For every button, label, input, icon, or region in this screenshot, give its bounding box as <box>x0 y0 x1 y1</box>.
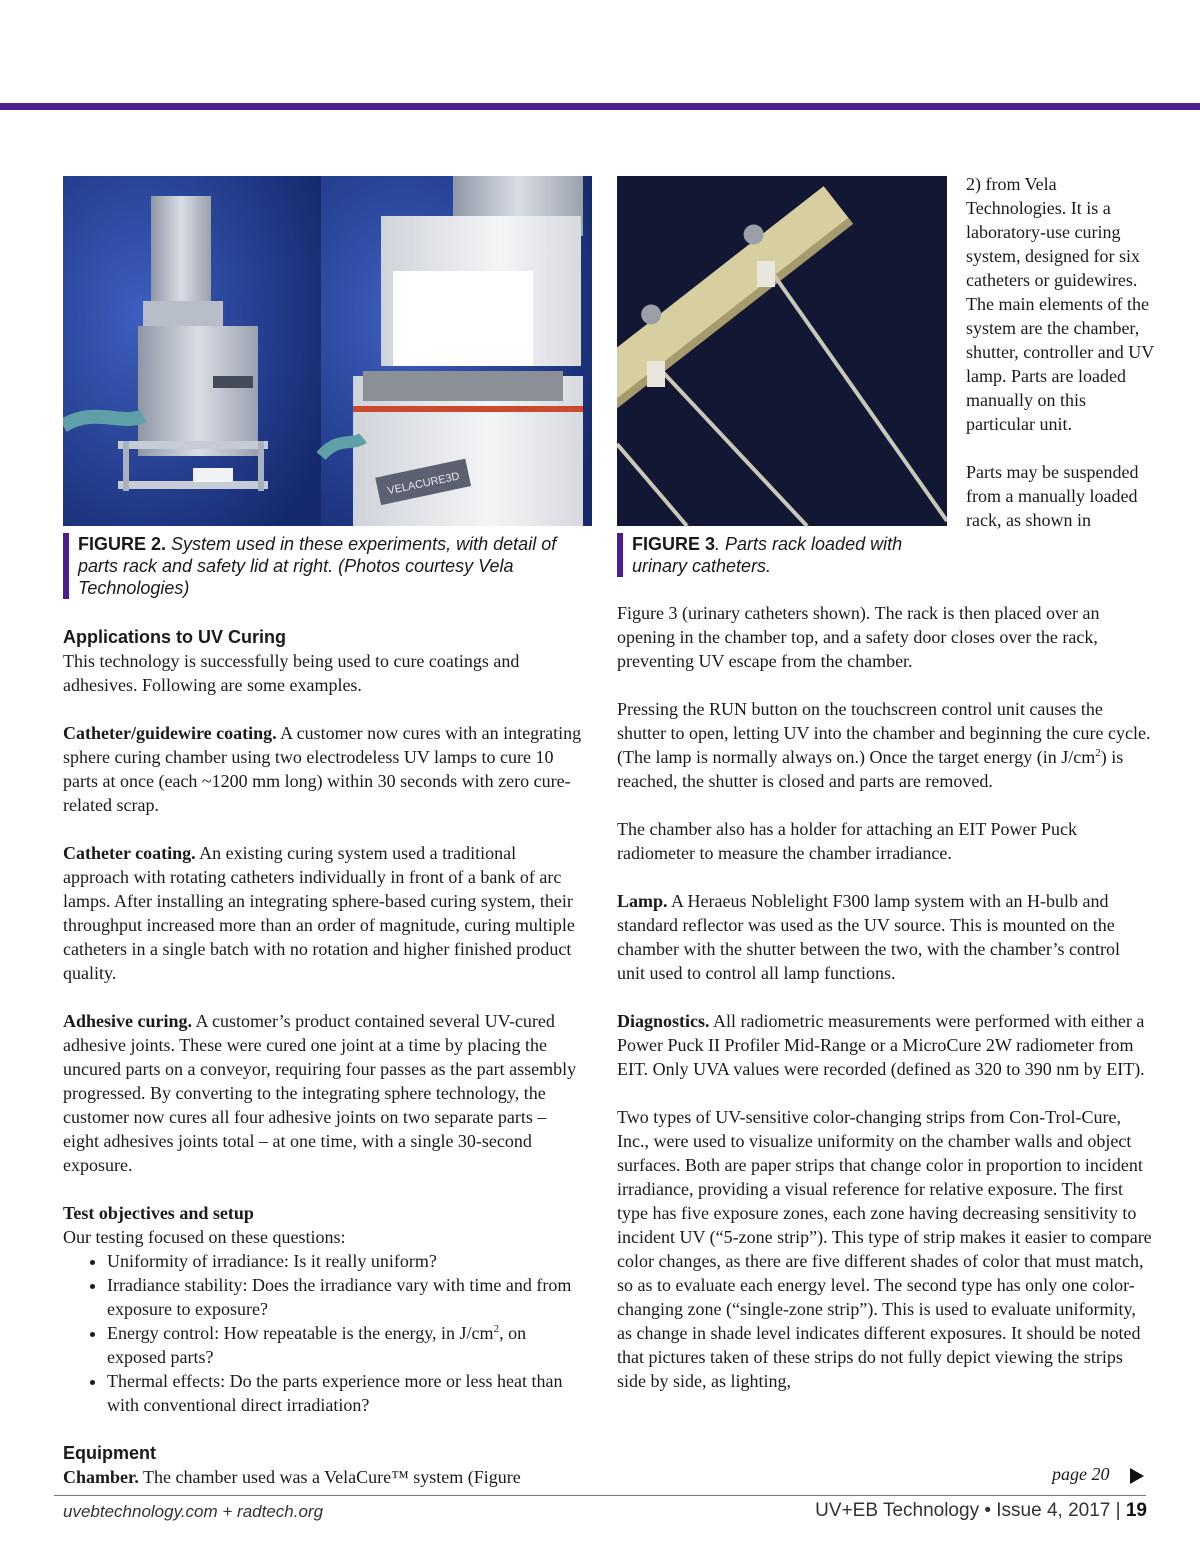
paragraph: Figure 3 (urinary catheters shown). The rack is then placed over an opening in the chamber top, and a safety door closes over the rack, preventing UV escape from the chamber. <box>617 603 1100 671</box>
section-heading-applications: Applications to UV Curing <box>63 627 286 647</box>
list-item: • Uniformity of irradiance: Is it really uniform? <box>107 1249 583 1273</box>
figure-2-caption <box>63 533 598 599</box>
paragraph-text: Pressing the RUN button on the touchscreen control unit causes the shutter to open, letting UV into the chamber and beginning the cure cycle. (The lamp is normally always on.) Once the target energy (in J/cm <box>617 699 1151 767</box>
figure-3-caption <box>617 533 952 577</box>
continued-page-link[interactable]: page 20 <box>1052 1464 1110 1484</box>
run-in-heading: Chamber. <box>63 1467 139 1487</box>
page-number: 19 <box>1125 1500 1147 1521</box>
paragraph-text: A Heraeus Noblelight F300 lamp system with an H-bulb and standard reflector was used as the UV source. This is mounted on the chamber with the shutter between the two, with the chamber’s control unit used to control all lamp functions. <box>617 891 1121 983</box>
paragraph: 2) from Vela Technologies. It is a laboratory-use curing system, designed for six catheters or guidewires. The main elements of the system are the chamber, shutter, controller and UV lamp. Parts are loaded manually on this particular unit. <box>966 174 1154 434</box>
footer-issue: UV+EB Technology • Issue 4, 2017 | <box>815 1500 1126 1521</box>
paragraph: Two types of UV-sensitive color-changing strips from Con-Trol-Cure, Inc., were used to visualize uniformity on the chamber walls and object surfaces. Both are paper strips that change color in proportion to incident irradiance, providing a visual reference for relative exposure. The first type has five exposure zones, each zone having decreasing sensitivity to incident UV (“5-zone strip”). This type of strip makes it easier to compare color changes, as there are five different shades of color that must match, so as to evaluate each energy level. The second type has only one color-changing zone (“single-zone strip”). This is used to evaluate uniformity, as change in shade level indicates different exposures. It should be noted that pictures taken of these strips do not fully depict viewing the strips side by side, as lighting, <box>617 1107 1152 1391</box>
figure-3-caption-text: . Parts rack loaded with urinary catheters. <box>632 534 903 576</box>
run-in-heading: Catheter coating. <box>63 843 196 863</box>
superscript: 2 <box>1095 747 1101 759</box>
paragraph <box>63 1465 583 1489</box>
paragraph: This technology is successfully being used to cure coatings and adhesives. Following are some examples. <box>63 651 520 695</box>
left-column <box>63 625 583 1489</box>
run-in-heading: Lamp. <box>617 891 668 911</box>
paragraph: The chamber also has a holder for attaching an EIT Power Puck radiometer to measure the chamber irradiance. <box>617 819 1078 863</box>
figure-2-caption-text: System used in these experiments, with detail of parts rack and safety lid at right. (Photos courtesy Vela Technologies) <box>78 534 557 598</box>
paragraph <box>617 889 1152 985</box>
list-item: • Irradiance stability: Does the irradiance vary with time and from exposure to exposure? <box>107 1273 583 1321</box>
paragraph-text: An existing curing system used a traditional approach with rotating catheters individually in front of a bank of arc lamps. After installing an integrating sphere-based curing system, their throughput increased more than an order of magnitude, curing multiple catheters in a single batch with no rotation and higher finished product quality. <box>63 843 575 983</box>
play-arrow-icon <box>1130 1468 1144 1484</box>
run-in-heading: Adhesive curing. <box>63 1011 193 1031</box>
footer-websites: uvebtechnology.com + radtech.org <box>63 1502 324 1521</box>
paragraph-text: All radiometric measurements were performed with either a Power Puck II Profiler Mid-Range or a MicroCure 2W radiometer from EIT. Only UVA values were recorded (defined as 320 to 390 nm by EIT). <box>617 1011 1145 1079</box>
velacure-logo-text: VELACURE3D <box>386 470 461 498</box>
list-item-text: Energy control: How repeatable is the energy, in J/cm <box>107 1323 494 1343</box>
right-narrow-column <box>966 172 1156 532</box>
paragraph <box>63 1009 583 1177</box>
superscript: 2 <box>493 1323 500 1335</box>
paragraph: Our testing focused on these questions: <box>63 1227 346 1247</box>
figure-3-label: FIGURE 3 <box>632 534 716 554</box>
section-heading-equipment: Equipment <box>63 1443 156 1463</box>
footer-rule <box>54 1495 1146 1496</box>
paragraph-text: A customer’s product contained several UV-cured adhesive joints. These were cured one joint at a time by placing the uncured parts on a conveyor, requiring four passes as the part assembly progressed. By converting to the integrating sphere technology, the customer now cures all four adhesive joints on two separate parts – eight adhesives joints total – at one time, with a single 30-second exposure. <box>63 1011 577 1175</box>
paragraph-text: ) is reached, the shutter is closed and parts are removed. <box>617 747 1124 791</box>
header-rule <box>0 103 1200 110</box>
paragraph-text: The chamber used was a VelaCure™ system (Figure <box>138 1467 521 1487</box>
run-in-heading: Catheter/guidewire coating. <box>63 723 277 743</box>
footer-publication <box>815 1500 1147 1522</box>
figure-2-photo <box>63 176 592 526</box>
list-item: • Thermal effects: Do the parts experience more or less heat than with conventional direct irradiation? <box>107 1369 583 1417</box>
figure-3-photo <box>617 176 947 526</box>
figure-2-label: FIGURE 2. <box>78 534 167 554</box>
right-column <box>617 601 1152 1393</box>
list-item <box>107 1321 583 1369</box>
paragraph <box>617 1009 1152 1081</box>
subheading-test-objectives: Test objectives and setup <box>63 1203 254 1223</box>
list-item-text: , on exposed parts? <box>107 1323 527 1367</box>
paragraph <box>617 697 1152 793</box>
run-in-heading: Diagnostics. <box>617 1011 710 1031</box>
paragraph <box>63 721 583 817</box>
objectives-list <box>63 1249 583 1417</box>
paragraph: Parts may be suspended from a manually loaded rack, as shown in <box>966 462 1139 530</box>
paragraph <box>63 841 583 985</box>
paragraph-text: A customer now cures with an integrating sphere curing chamber using two electrodeless UV lamps to cure 10 parts at once (each ~1200 mm long) within 30 seconds with zero cure-related scrap. <box>63 723 582 815</box>
